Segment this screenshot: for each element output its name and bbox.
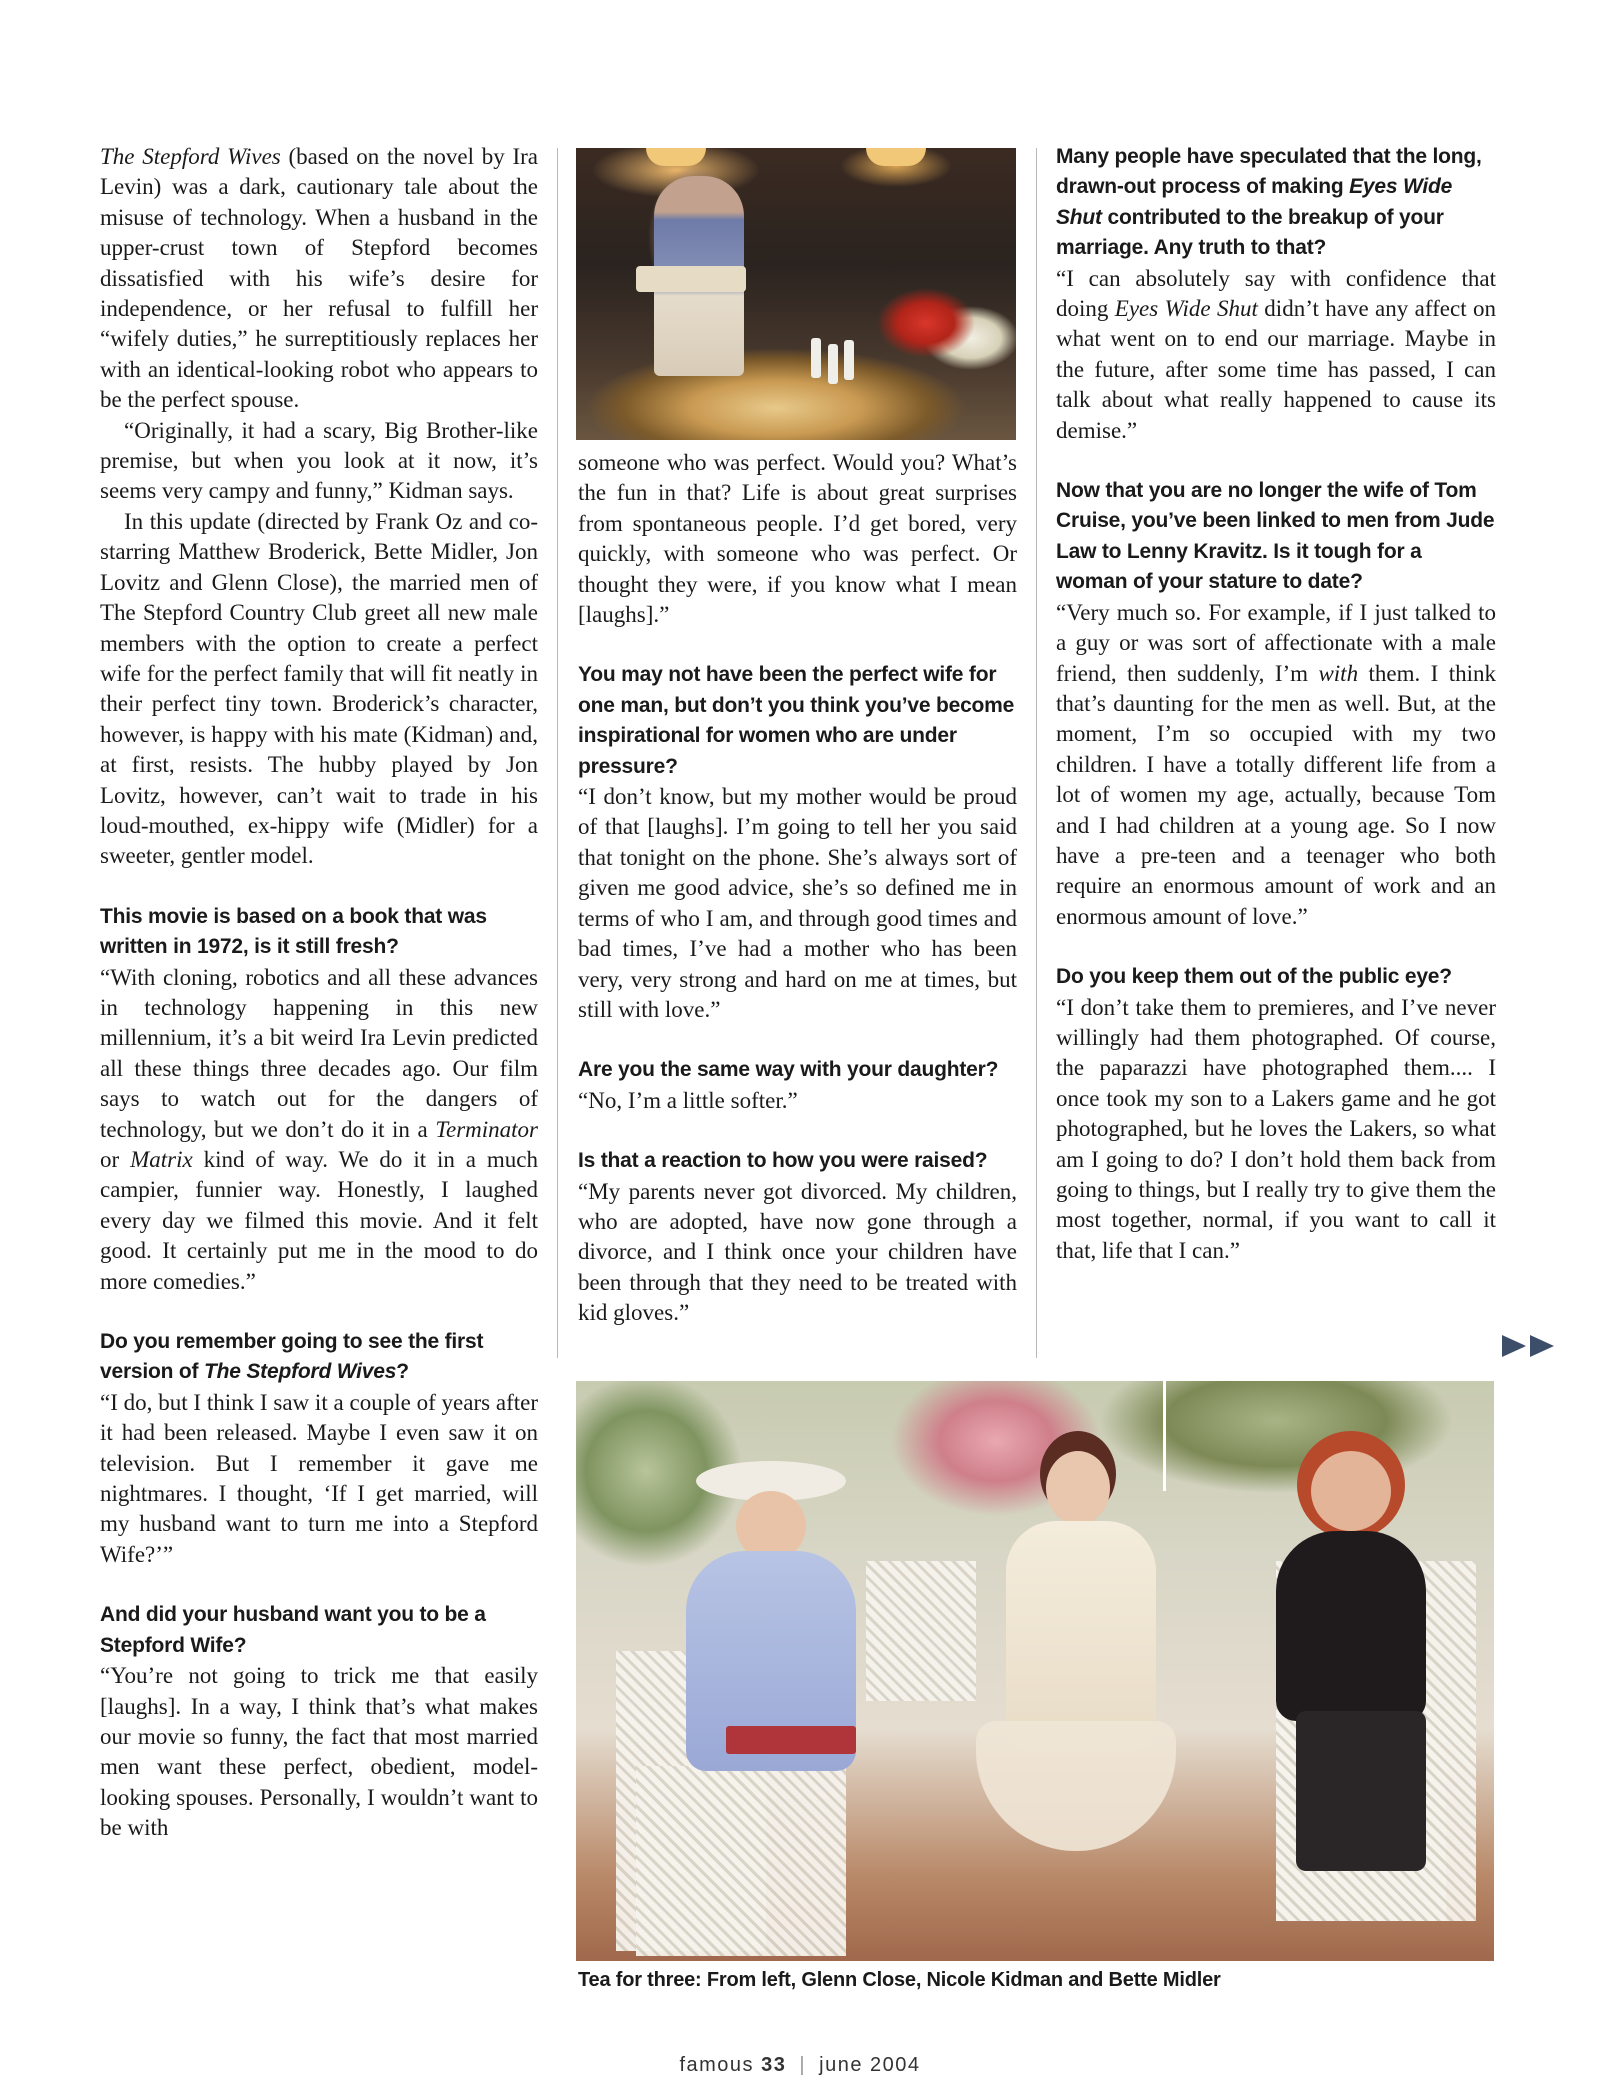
wicker-stand-shape [866, 1561, 976, 1701]
answer-dating: “Very much so. For example, if I just talked to a guy or was sort of affectionate with a male friend, then suddenly, I’m with them. I think that’s daunting for the men as well. But, at the moment, I’m so occupied with my two children. I have a totally different life from a lot of women my age, actually, because Tom and I had children at a young age. So I now have a pre-teen and a teenager who both require an enormous amount of work and an enormous amount of love.” [1056, 599, 1497, 929]
answer-perfect-wife: “I don’t know, but my mother would be proud of that [laughs]. I’m going to tell her you said that tonight on the phone. She’s always sort of given me good advice, she’s so defined me in terms of who I am, and through good times and bad times, I’ve had a mother who has been very, very strong and hard on me at times, but still with love.” [578, 784, 1017, 1022]
photo-divider [1163, 1381, 1166, 1491]
question-book-1972: This movie is based on a book that was written in 1972, is it still fresh? [100, 904, 487, 959]
answer-husband: “You’re not going to trick me that easily [laughs]. In a way, I think that’s what makes our movie so funny, the fact that most married men want these perfect, obedient, model-looking spouses. Personally, I wouldn’t want to be with [100, 1663, 538, 1841]
photo-caption: Tea for three: From left, Glenn Close, Nicole Kidman and Bette Midler [578, 1969, 1221, 1991]
column-rule-left [557, 148, 558, 1358]
update-paragraph: In this update (directed by Frank Oz and co-starring Matthew Broderick, Bette Midler, Jon Lovitz and Glenn Close), the married men of The Stepford Country Club greet all new male members with the option to create a perfect wife for the perfect family that will fit neatly in their perfect tiny town. Broderick’s character, however, is happy with his mate (Kidman) and, at first, resists. The hubby played by Jon Lovitz, however, can’t wait to trade in his loud-mouthed, ex-hippy wife (Midler) for a sweeter, gentler model. [100, 508, 538, 869]
page-footer [0, 2054, 1600, 2077]
double-triangle-right-icon [1502, 1333, 1558, 1359]
black-pants-shape [1296, 1711, 1426, 1871]
page-number: 33 [761, 2054, 787, 2076]
kidman-quote-paragraph: “Originally, it had a scary, Big Brother-like premise, but when you look at it now, it’s seems very campy and funny,” Kidman says. [100, 417, 538, 504]
answer-daughter: “No, I’m a little softer.” [578, 1087, 798, 1113]
film-title: The Stepford Wives [100, 144, 281, 169]
answer-book-1972: “With cloning, robotics and all these advances in technology happening in this new millennium, it’s a bit weird Ira Levin predicted all these things three decades ago. Our film says to watch out for the dangers of technology, but we don’t do it in a Terminator or Matrix kind of way. We do it in a much campier, funnier way. Honestly, I laughed every day we filmed this movie. And it felt good. It certainly put me in the mood to do more comedies.” [100, 964, 538, 1294]
tea-party-photo [576, 1381, 1494, 1961]
skirt-shape [976, 1721, 1176, 1851]
lamp-shape [866, 148, 926, 166]
tray-shape [636, 266, 746, 292]
answer-first-version: “I do, but I think I saw it a couple of years after it had been released. Maybe I even saw it on television. But I remember it gave me nightmares. I thought, ‘If I get married, will my husband want to turn me into a Stepford Wife?’” [100, 1389, 538, 1567]
wicker-table-shape [636, 1766, 846, 1956]
question-first-version: Do you remember going to see the first version of The Stepford Wives? [100, 1330, 484, 1384]
issue-date: june 2004 [819, 2054, 921, 2076]
question-perfect-wife: You may not have been the perfect wife for one man, but don’t you think you’ve become inspirational for women who are under pressure? [578, 663, 1015, 778]
answer-husband-continued: someone who was perfect. Would you? What’s the fun in that? Life is about great surprises from spontaneous people. I’d get bored, very quickly, with someone who was perfect. Or thought they were, if you know what I mean [laughs].” [578, 450, 1017, 628]
bottle-shape [811, 338, 821, 378]
question-dating: Now that you are no longer the wife of Tom Cruise, you’ve been linked to men from Jude Law to Lenny Kravitz. Is it tough for a woman of your stature to date? [1056, 479, 1495, 594]
article-column-3 [1056, 142, 1496, 1266]
face-shape [1046, 1451, 1110, 1525]
answer-public-eye: “I don’t take them to premieres, and I’ve never willingly had them photographed. Of course, the paparazzi have photographed them.... I once took my son to a Lakers game and he got photographed, but he loves the Lakers, so what am I going to do? I don’t hold them back from going to things, but I really try to give them the most together, normal, if you want to call it that, life that I can.” [1056, 994, 1496, 1263]
question-husband: And did your husband want you to be a Stepford Wife? [100, 1603, 486, 1657]
column-rule-right [1036, 148, 1037, 1358]
article-column-2 [578, 448, 1017, 1329]
question-eyes-wide-shut: Many people have speculated that the long, drawn-out process of making Eyes Wide Shut contributed to the breakup of your marriage. Any truth to that? [1056, 145, 1482, 260]
intro-paragraph: The Stepford Wives (based on the novel by Ira Levin) was a dark, cautionary tale about the misuse of technology. When a husband in the upper-crust town of Stepford becomes dissatisfied with his wife’s desire for independence, or her refusal to fulfill her “wifely duties,” he surreptitiously replaces her with an identical-looking robot who appears to be the perfect spouse. [100, 144, 538, 413]
red-book-shape [726, 1726, 856, 1754]
bottle-shape [828, 344, 838, 384]
magazine-name: famous [679, 2054, 755, 2076]
cream-dress-shape [1006, 1521, 1156, 1751]
question-public-eye: Do you keep them out of the public eye? [1056, 965, 1452, 989]
black-top-shape [1276, 1531, 1426, 1721]
face-shape [1311, 1451, 1391, 1531]
question-raised: Is that a reaction to how you were raised? [578, 1149, 988, 1173]
article-column-1 [100, 142, 538, 1844]
answer-raised: “My parents never got divorced. My children, who are adopted, have now gone through a divorce, and I think once your children have been through that they need to be treated with kid gloves.” [578, 1178, 1017, 1326]
answer-eyes-wide-shut: “I can absolutely say with confidence that doing Eyes Wide Shut didn’t have any affect on what went on to end our marriage. Maybe in the future, after some time has passed, I can talk about what really happened to cause its demise.” [1056, 265, 1496, 443]
kitchen-cupcakes-photo [576, 148, 1016, 440]
footer-separator: | [799, 2054, 807, 2076]
bottle-shape [844, 340, 854, 380]
question-daughter: Are you the same way with your daughter? [578, 1058, 999, 1082]
lamp-shape [646, 148, 706, 166]
